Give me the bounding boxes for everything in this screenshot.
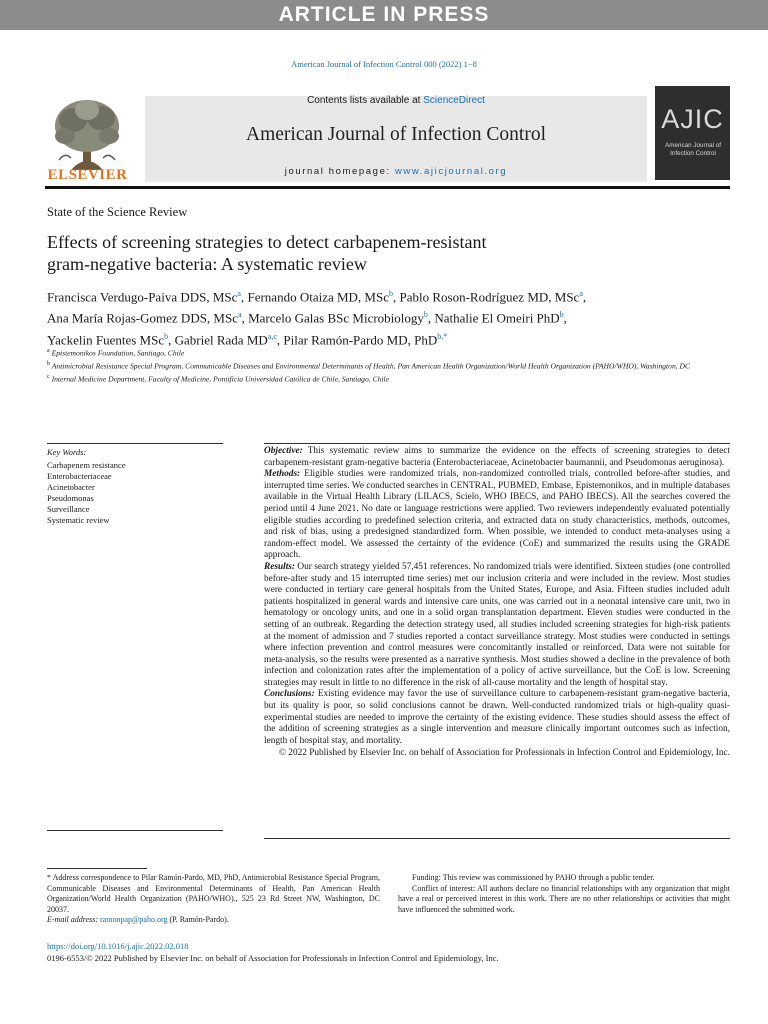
footnote-rule <box>47 868 147 869</box>
article-title <box>47 231 687 275</box>
ajic-subtitle-line2: Infection Control <box>670 149 716 157</box>
email-line <box>47 915 380 926</box>
article-in-press-banner: ARTICLE IN PRESS <box>0 0 768 30</box>
conclusions-text: Existing evidence may favor the use of surveillance culture to carbapenem-resistant gram-negative bacteria, but its quality is poor, so solid conclusions cannot be drawn. Well-conducted randomized trials or high-quality quasi-experimental studies are needed to improve the certainty of the existing evidence. These studies should assess the effect of the addition of screening strategies as a single intervention and measure clinically important outcomes such as infection, length of hospital stay, and mortality. <box>264 689 730 746</box>
ajic-mark: AJIC <box>661 104 724 134</box>
objective-text: This systematic review aims to summarize the evidence on the effects of screening strategies to detect carbapenem-resistant gram-negative bacteria (Enterobacteriaceae, Acinetobacter baumannii, and Pseudomonas aeruginosa). <box>264 446 730 468</box>
email-suffix: (P. Ramón-Pardo). <box>167 915 229 925</box>
affiliation-item <box>47 346 732 359</box>
author-sep: , <box>241 310 249 326</box>
author-sep: , <box>168 331 175 347</box>
keywords-bottom-rule <box>47 830 223 831</box>
author-name: Nathalie El Omeiri PhD <box>434 310 560 326</box>
author-sep: , <box>563 310 567 326</box>
contents-prefix: Contents lists available at <box>307 95 424 106</box>
abstract-top-rule <box>264 443 730 444</box>
objective-label: Objective: <box>264 446 303 456</box>
author-sep: , <box>582 289 587 305</box>
author-sep: , <box>393 289 400 305</box>
affiliation-item <box>47 372 732 385</box>
conclusions-label: Conclusions: <box>264 689 315 700</box>
header-divider <box>45 186 730 189</box>
issn-copyright: 0196-6553/© 2022 Published by Elsevier Inc. on behalf of Association for Professionals in Infection Control and Epidemiology, Inc. <box>47 953 499 963</box>
author-affil-link[interactable]: a,c <box>267 331 277 341</box>
affiliation-item <box>47 359 732 372</box>
author-name: Gabriel Rada MD <box>174 331 268 347</box>
keyword-item: Surveillance <box>47 504 90 514</box>
author-name: Yackelin Fuentes MSc <box>47 331 165 347</box>
affiliation-text: Antimicrobial Resistance Special Program, Communicable Diseases and Environmental Determinants of Health, Pan American Health Organization/World Health Organization (PAHO/WHO), Washington, DC <box>51 361 691 371</box>
keyword-item: Enterobacteriaceae <box>47 471 112 481</box>
abstract <box>264 446 730 760</box>
author-name: Pilar Ramón-Pardo MD, PhD <box>283 331 438 347</box>
sciencedirect-link[interactable]: ScienceDirect <box>423 95 485 106</box>
journal-citation-link[interactable]: American Journal of Infection Control 000 (2022) 1−8 <box>291 59 477 69</box>
results-label: Results: <box>264 561 295 572</box>
author-affil-link[interactable]: a <box>579 289 583 298</box>
keywords-heading: Key Words: <box>47 447 87 457</box>
affiliation-text: Epistemonikos Foundation, Santiago, Chile <box>51 348 185 358</box>
elsevier-wordmark: ELSEVIER <box>47 167 128 183</box>
keyword-item: Pseudomonas <box>47 493 94 503</box>
author-name: Marcelo Galas BSc Microbiology <box>248 310 424 326</box>
affiliation-text: Internal Medicine Department, Faculty of Medicine, Pontificia Universidad Católica de Chile, Santiago, Chile <box>51 374 390 384</box>
abstract-bottom-rule <box>264 838 730 839</box>
author-sep: , <box>240 289 248 305</box>
article-type: State of the Science Review <box>47 205 188 219</box>
author-affil-link[interactable]: b <box>559 310 564 320</box>
affiliation-marker: c <box>47 374 50 381</box>
journal-homepage <box>145 166 647 177</box>
doi-link[interactable]: https://doi.org/10.1016/j.ajic.2022.02.018 <box>47 941 189 951</box>
homepage-link[interactable]: www.ajicjournal.org <box>394 166 508 177</box>
author-name: Ana María Rojas-Gomez DDS, MSc <box>47 310 238 326</box>
results-text: Our search strategy yielded 57,451 references. No randomized trials were identified. Sixteen studies (one controlled before-after study and 15 interrupted time series) met our inclusion criteria and were included in the review. Most studies were conducted in tertiary care general hospitals from the United States, Europe, and Asia. Fifteen studies included adult patients hospitalized in general wards and intensive care units, one was carried out in a neonatal intensive care unit, two in hematology or oncology units, and one in a solid organ transplantation department. Eleven studies were conducted in the setting of an outbreak. Regarding the detection strategy used, all studies included screening strategies for high-risk patients at the moment of admission and 7 studies reported a contact surveillance strategy. Most studies were conducted in settings where infection prevention and control measures were concomitantly installed or reinforced. Data were not suitable for meta-analysis, so the results were presented as a narrative synthesis. Most studies showed a decline in the prevalence of both infection and colonization rates after the implementation of a policy of active surveillance, but the CoE is low. Screening strategies may result in little to no difference in the risk of all-cause mortality and the length of hospital stay. <box>264 561 730 688</box>
author-name: Pablo Roson-Rodríguez MD, MSc <box>399 289 580 305</box>
contents-line <box>145 95 647 106</box>
correspondence-footnote <box>47 873 380 926</box>
ajic-subtitle <box>658 142 728 157</box>
journal-cover-thumbnail <box>655 86 730 180</box>
author-affil-link[interactable]: b <box>389 289 393 298</box>
affiliation-marker: b <box>47 361 50 368</box>
keywords-list <box>47 460 126 526</box>
conflict-text: Conflict of interest: All authors declare no financial relationships with any organization that might have a real or perceived interest in this work. There are no other relationships or activities that might have influenced the submitted work. <box>398 883 730 914</box>
journal-title: American Journal of Infection Control <box>246 124 546 145</box>
methods-text: Eligible studies were randomized trials, non-randomized controlled trials, controlled before-after studies, and interrupted time series. We conducted searches in CENTRAL, PUBMED, Embase, Epistemonikos, and in multiple databases available in the Virtual Health Library (LILACS, Scielo, WHO IBECS, and PAHO IBECS). All the searches covered the period until 4 June 2021. No date or language restrictions were applied. Two reviewers independently evaluated potentially eligible studies according to predefined selection criteria, and extracted data on study characteristics, methods, outcomes, and risk of bias, using a predesigned standardized form. When possible, we intended to conduct meta-analyses using a random-effect model. We assessed the certainty of the evidence (CoE) and summarized the results using the GRADE approach. <box>264 469 730 561</box>
abstract-methods <box>264 469 730 562</box>
article-title-line2: gram-negative bacteria: A systematic review <box>47 254 367 274</box>
ajic-subtitle-line1: American Journal of <box>665 142 721 149</box>
affiliations <box>47 346 732 385</box>
homepage-prefix: journal homepage: <box>284 166 395 177</box>
correspondence-text: * Address correspondence to Pilar Ramón-Pardo, MD, PhD, Antimicrobial Resistance Special Program, Communicable Diseases and Environmental Determinants of Health, Pan American Health Organization/World Health Organization (PAHO/WHO)., 525 23 Rd Street NW, Washington, DC 20037. <box>47 873 380 914</box>
author-affil-link[interactable]: b <box>164 331 169 341</box>
article-title-line1: Effects of screening strategies to detect carbapenem-resistant <box>47 232 487 252</box>
author-name: Fernando Otaiza MD, MSc <box>247 289 389 305</box>
funding-text: Funding: This review was commissioned by PAHO through a public tender. <box>412 873 655 882</box>
author-list <box>47 285 732 349</box>
keyword-item: Systematic review <box>47 515 110 525</box>
abstract-conclusions <box>264 689 730 747</box>
author-sep: , <box>427 310 435 326</box>
author-sep: , <box>276 331 284 347</box>
abstract-results <box>264 562 730 690</box>
abstract-copyright: © 2022 Published by Elsevier Inc. on behalf of Association for Professionals in Infection Control and Epidemiology, Inc. <box>278 748 730 759</box>
author-affil-link[interactable]: a <box>238 310 242 320</box>
methods-label: Methods: <box>264 469 301 480</box>
abstract-objective <box>264 446 730 469</box>
email-link[interactable]: ramonpap@paho.org <box>100 915 168 925</box>
affiliation-marker: a <box>47 348 50 354</box>
keyword-item: Carbapenem resistance <box>47 460 126 470</box>
funding-footnote <box>398 873 730 915</box>
author-affil-link[interactable]: b,* <box>437 331 448 341</box>
email-label: E-mail address: <box>47 915 101 925</box>
author-affil-link[interactable]: b <box>423 310 428 320</box>
keywords-top-rule <box>47 443 223 444</box>
author-name: Francisca Verdugo-Paiva DDS, MSc <box>47 289 238 305</box>
author-affil-link[interactable]: a <box>237 289 241 298</box>
keyword-item: Acinetobacter <box>47 482 95 492</box>
